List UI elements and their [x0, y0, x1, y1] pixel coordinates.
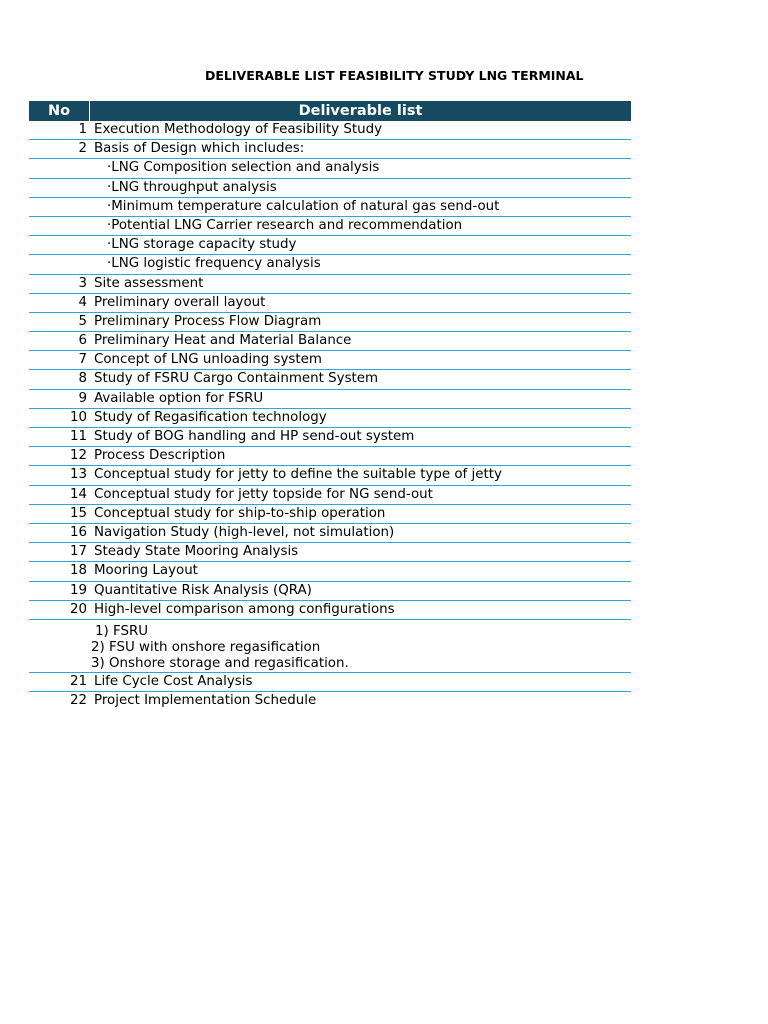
table-row	[29, 351, 631, 370]
row-deliverable: Site assessment	[94, 275, 204, 291]
table-row-subitem	[29, 198, 631, 217]
table-row-subitem	[29, 255, 631, 274]
row-number: 10	[69, 409, 87, 425]
table-row	[29, 428, 631, 447]
row-number: 15	[69, 505, 87, 521]
row-number: 1	[78, 122, 87, 137]
table-row	[29, 447, 631, 466]
table-row-subitem	[29, 159, 631, 178]
row-deliverable: ·Minimum temperature calculation of natural gas send-out	[107, 198, 500, 214]
row-number: 13	[69, 467, 87, 483]
row-deliverable: ·LNG throughput analysis	[107, 179, 277, 195]
row-deliverable: ·Potential LNG Carrier research and recommendation	[107, 217, 463, 233]
row-number	[29, 255, 89, 273]
row-deliverable: Conceptual study for jetty topside for NG send-out	[94, 486, 433, 502]
configuration-option: 2) FSU with onshore regasification	[91, 639, 321, 655]
row-number	[29, 198, 89, 216]
table-row	[29, 562, 631, 581]
column-header-deliverable: Deliverable list	[298, 103, 423, 119]
row-deliverable: ·LNG logistic frequency analysis	[107, 256, 321, 272]
row-deliverable: Quantitative Risk Analysis (QRA)	[94, 582, 312, 598]
row-number: 4	[78, 294, 87, 310]
table-row	[29, 121, 631, 140]
row-number: 7	[78, 352, 87, 368]
row-deliverable: Concept of LNG unloading system	[94, 352, 322, 368]
table-row	[29, 692, 631, 710]
column-header-no: No	[29, 101, 90, 121]
row-deliverable: Navigation Study (high-level, not simulation)	[94, 524, 395, 540]
row-number	[29, 217, 89, 235]
row-number	[29, 179, 89, 197]
row-number: 2	[78, 141, 87, 157]
row-number	[29, 159, 89, 177]
row-number: 11	[69, 429, 87, 444]
table-body	[29, 121, 631, 710]
row-deliverable: Life Cycle Cost Analysis	[94, 673, 253, 689]
row-number: 22	[69, 693, 87, 709]
table-header	[29, 101, 631, 121]
table-row	[29, 543, 631, 562]
table-row	[29, 409, 631, 428]
table-row	[29, 390, 631, 409]
row-number: 21	[69, 673, 87, 689]
row-deliverable: Study of BOG handling and HP send-out system	[94, 429, 415, 444]
row-number: 17	[69, 544, 87, 560]
row-number: 8	[78, 371, 87, 387]
row-deliverable: Preliminary Process Flow Diagram	[94, 313, 322, 329]
row-number: 9	[78, 390, 87, 406]
row-number: 6	[78, 333, 87, 349]
deliverable-table	[29, 101, 631, 710]
table-row	[29, 332, 631, 351]
row-deliverable: ·LNG storage capacity study	[107, 237, 297, 253]
row-deliverable: Steady State Mooring Analysis	[94, 544, 299, 560]
table-row	[29, 486, 631, 505]
table-row-subitem	[29, 236, 631, 255]
table-row	[29, 140, 631, 159]
row-deliverable: Execution Methodology of Feasibility Study	[94, 122, 383, 137]
row-number: 16	[69, 524, 87, 540]
row-deliverable: Study of FSRU Cargo Containment System	[94, 371, 379, 387]
row-number	[29, 236, 89, 254]
row-deliverable: Study of Regasification technology	[94, 409, 327, 425]
row-deliverable: Conceptual study for jetty to define the suitable type of jetty	[94, 467, 502, 483]
page-title: DELIVERABLE LIST FEASIBILITY STUDY LNG TERMINAL	[205, 68, 584, 83]
table-row-subitem	[29, 217, 631, 236]
configuration-options-row	[29, 620, 631, 673]
row-number: 3	[78, 275, 87, 291]
table-row	[29, 313, 631, 332]
table-row	[29, 673, 631, 692]
table-row	[29, 370, 631, 389]
row-deliverable: Conceptual study for ship-to-ship operation	[94, 505, 386, 521]
configuration-option: 3) Onshore storage and regasification.	[91, 655, 349, 671]
row-number: 19	[69, 582, 87, 598]
row-number: 5	[78, 313, 87, 329]
row-number: 14	[69, 486, 87, 502]
row-number: 18	[69, 563, 87, 579]
row-deliverable: Preliminary Heat and Material Balance	[94, 333, 352, 349]
row-deliverable: Preliminary overall layout	[94, 294, 266, 310]
configuration-option: 1) FSRU	[95, 623, 149, 639]
table-row	[29, 505, 631, 524]
row-deliverable: High-level comparison among configurations	[94, 601, 395, 617]
row-deliverable: Project Implementation Schedule	[94, 693, 317, 709]
table-row	[29, 601, 631, 620]
row-deliverable: Process Description	[94, 448, 226, 464]
row-deliverable: Available option for FSRU	[94, 390, 264, 406]
table-row	[29, 294, 631, 313]
table-row	[29, 275, 631, 294]
table-row-subitem	[29, 179, 631, 198]
row-deliverable: Basis of Design which includes:	[94, 141, 305, 157]
table-row	[29, 524, 631, 543]
row-number: 20	[69, 601, 87, 617]
table-row	[29, 582, 631, 601]
table-row	[29, 466, 631, 485]
row-deliverable: Mooring Layout	[94, 563, 198, 579]
row-deliverable: ·LNG Composition selection and analysis	[107, 160, 380, 176]
row-number: 12	[69, 448, 87, 464]
